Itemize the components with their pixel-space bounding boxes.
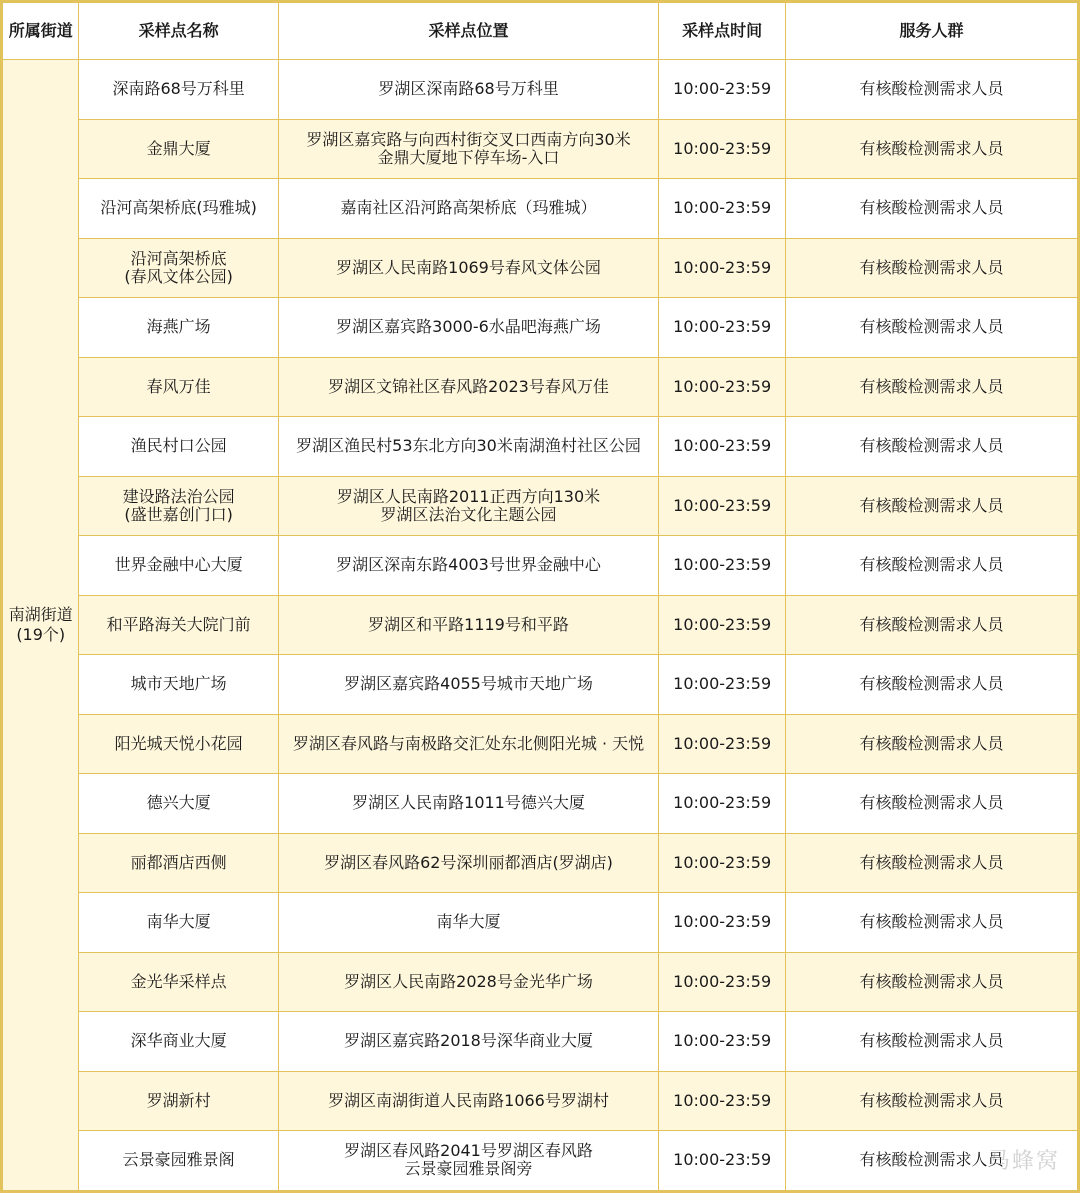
site-group-cell: 有核酸检测需求人员 [786,60,1078,120]
table-row [3,476,1078,536]
table-row [3,238,1078,298]
site-name-cell-line: 海燕广场 [146,317,211,337]
site-group-cell: 有核酸检测需求人员 [786,536,1078,596]
site-group-cell: 有核酸检测需求人员 [786,1012,1078,1072]
site-location-cell [278,893,658,953]
header-name: 采样点名称 [79,3,278,60]
site-name-cell [79,833,278,893]
site-group-cell: 有核酸检测需求人员 [786,1071,1078,1131]
header-group: 服务人群 [786,3,1078,60]
site-location-cell [278,298,658,358]
table-row [3,595,1078,655]
site-name-cell [79,774,278,834]
table-row [3,179,1078,239]
site-time-cell: 10:00-23:59 [659,833,786,893]
site-time-cell: 10:00-23:59 [659,1071,786,1131]
header-time: 采样点时间 [659,3,786,60]
site-group-cell: 有核酸检测需求人员 [786,655,1078,715]
table-row [3,952,1078,1012]
site-name-cell-line: 金鼎大厦 [146,138,211,158]
site-time-cell: 10:00-23:59 [659,476,786,536]
site-name-cell [79,238,278,298]
site-location-cell [278,357,658,417]
site-location-cell-line: 罗湖区嘉宾路2018号深华商业大厦 [344,1031,593,1051]
site-group-cell: 有核酸检测需求人员 [786,774,1078,834]
site-group-cell: 有核酸检测需求人员 [786,476,1078,536]
table-row [3,714,1078,774]
site-location-cell [278,714,658,774]
site-name-cell [79,655,278,715]
table-row [3,119,1078,179]
site-location-cell [278,774,658,834]
site-time-cell: 10:00-23:59 [659,893,786,953]
site-name-cell [79,119,278,179]
site-time-cell: 10:00-23:59 [659,714,786,774]
street-cell [3,60,79,1191]
site-name-cell [79,1131,278,1191]
site-location-cell-line: 罗湖区嘉宾路3000-6水晶吧海燕广场 [336,317,601,337]
site-name-cell [79,417,278,477]
site-location-cell-line: 金鼎大厦地下停车场-入口 [377,147,560,167]
table-row [3,1071,1078,1131]
site-time-cell: 10:00-23:59 [659,60,786,120]
site-name-cell-line: 沿河高架桥底 [130,248,227,268]
table-row [3,893,1078,953]
street-name: 南湖街道 [8,604,73,624]
site-location-cell [278,238,658,298]
site-group-cell: 有核酸检测需求人员 [786,833,1078,893]
site-location-cell-line: 罗湖区人民南路2011正西方向130米 [336,486,601,506]
site-name-cell-line: 阳光城天悦小花园 [114,733,243,753]
site-name-cell-line: 世界金融中心大厦 [114,555,243,575]
header-street: 所属街道 [3,3,79,60]
site-name-cell [79,60,278,120]
site-location-cell [278,833,658,893]
site-location-cell [278,60,658,120]
table-body [3,60,1078,1191]
site-location-cell-line: 云景豪园雅景阁旁 [404,1159,533,1179]
site-location-cell [278,1131,658,1191]
site-name-cell [79,476,278,536]
site-name-cell-line: 德兴大厦 [146,793,211,813]
site-location-cell-line: 南华大厦 [436,912,501,932]
table-row [3,1131,1078,1191]
site-group-cell: 有核酸检测需求人员 [786,238,1078,298]
header-location: 采样点位置 [278,3,658,60]
site-name-cell [79,714,278,774]
site-location-cell-line: 罗湖区人民南路1069号春风文体公园 [336,257,601,277]
site-group-cell: 有核酸检测需求人员 [786,119,1078,179]
site-name-cell-line: 云景豪园雅景阁 [122,1150,235,1170]
table-row [3,1012,1078,1072]
site-time-cell: 10:00-23:59 [659,238,786,298]
table-row [3,833,1078,893]
site-location-cell [278,952,658,1012]
site-location-cell [278,1012,658,1072]
site-time-cell: 10:00-23:59 [659,417,786,477]
street-count: (19个) [16,624,66,644]
site-name-cell-line: 深华商业大厦 [130,1031,227,1051]
site-name-cell [79,893,278,953]
site-group-cell: 有核酸检测需求人员 [786,179,1078,239]
site-location-cell [278,655,658,715]
site-time-cell: 10:00-23:59 [659,179,786,239]
site-name-cell [79,952,278,1012]
site-name-cell-line: 沿河高架桥底(玛雅城) [100,198,257,218]
site-location-cell-line: 罗湖区深南路68号万科里 [378,79,559,99]
site-location-cell-line: 罗湖区人民南路2028号金光华广场 [344,971,593,991]
sampling-sites-table [2,2,1078,1191]
site-location-cell-line: 罗湖区嘉宾路4055号城市天地广场 [344,674,593,694]
site-name-cell-line: 丽都酒店西侧 [130,852,227,872]
site-group-cell: 有核酸检测需求人员 [786,417,1078,477]
site-name-cell [79,1012,278,1072]
site-time-cell: 10:00-23:59 [659,774,786,834]
table-row [3,417,1078,477]
table-row [3,774,1078,834]
site-group-cell: 有核酸检测需求人员 [786,893,1078,953]
site-location-cell-line: 罗湖区春风路2041号罗湖区春风路 [344,1141,593,1161]
site-name-cell-line: 渔民村口公园 [130,436,227,456]
site-time-cell: 10:00-23:59 [659,357,786,417]
table-row [3,536,1078,596]
table-header-row [3,3,1078,60]
site-location-cell [278,1071,658,1131]
site-name-cell-line: 建设路法治公园 [122,486,235,506]
site-location-cell [278,417,658,477]
site-location-cell [278,536,658,596]
site-name-cell [79,595,278,655]
site-location-cell-line: 罗湖区深南东路4003号世界金融中心 [336,555,601,575]
watermark-logo: 马蜂窝 [987,1149,1060,1174]
site-location-cell [278,476,658,536]
site-name-cell-line: 春风万佳 [146,376,211,396]
table-row [3,298,1078,358]
site-group-cell: 有核酸检测需求人员 [786,357,1078,417]
site-name-cell-line: (盛世嘉创门口) [124,504,233,524]
table-row [3,357,1078,417]
site-location-cell-line: 罗湖区法治文化主题公园 [380,504,557,524]
site-time-cell: 10:00-23:59 [659,1131,786,1191]
site-time-cell: 10:00-23:59 [659,952,786,1012]
site-location-cell [278,119,658,179]
site-location-cell [278,179,658,239]
site-name-cell [79,1071,278,1131]
site-location-cell-line: 罗湖区人民南路1011号德兴大厦 [352,793,585,813]
site-group-cell: 有核酸检测需求人员 [786,1131,1078,1191]
site-time-cell: 10:00-23:59 [659,1012,786,1072]
site-name-cell-line: 城市天地广场 [130,674,227,694]
site-location-cell-line: 罗湖区春风路与南极路交汇处东北侧阳光城 · 天悦 [292,733,645,753]
site-group-cell: 有核酸检测需求人员 [786,298,1078,358]
site-group-cell: 有核酸检测需求人员 [786,952,1078,1012]
site-name-cell [79,536,278,596]
site-location-cell-line: 罗湖区嘉宾路与向西村街交叉口西南方向30米 [306,129,631,149]
site-group-cell: 有核酸检测需求人员 [786,714,1078,774]
site-location-cell-line: 罗湖区春风路62号深圳丽都酒店(罗湖店) [324,852,613,872]
site-name-cell [79,298,278,358]
site-location-cell [278,595,658,655]
site-location-cell-line: 嘉南社区沿河路高架桥底（玛雅城） [340,198,597,218]
site-name-cell [79,179,278,239]
site-time-cell: 10:00-23:59 [659,595,786,655]
site-name-cell-line: 和平路海关大院门前 [106,614,251,634]
table-row [3,655,1078,715]
site-name-cell-line: 南华大厦 [146,912,211,932]
site-name-cell-line: 深南路68号万科里 [112,79,245,99]
site-name-cell-line: 罗湖新村 [146,1090,211,1110]
site-name-cell-line: (春风文体公园) [124,266,233,286]
site-time-cell: 10:00-23:59 [659,655,786,715]
site-location-cell-line: 罗湖区南湖街道人民南路1066号罗湖村 [328,1090,609,1110]
site-time-cell: 10:00-23:59 [659,119,786,179]
site-name-cell-line: 金光华采样点 [130,971,227,991]
site-name-cell [79,357,278,417]
table-row [3,60,1078,120]
site-group-cell: 有核酸检测需求人员 [786,595,1078,655]
site-location-cell-line: 罗湖区和平路1119号和平路 [368,614,569,634]
site-location-cell-line: 罗湖区文锦社区春风路2023号春风万佳 [328,376,609,396]
site-time-cell: 10:00-23:59 [659,298,786,358]
site-time-cell: 10:00-23:59 [659,536,786,596]
site-location-cell-line: 罗湖区渔民村53东北方向30米南湖渔村社区公园 [296,436,641,456]
